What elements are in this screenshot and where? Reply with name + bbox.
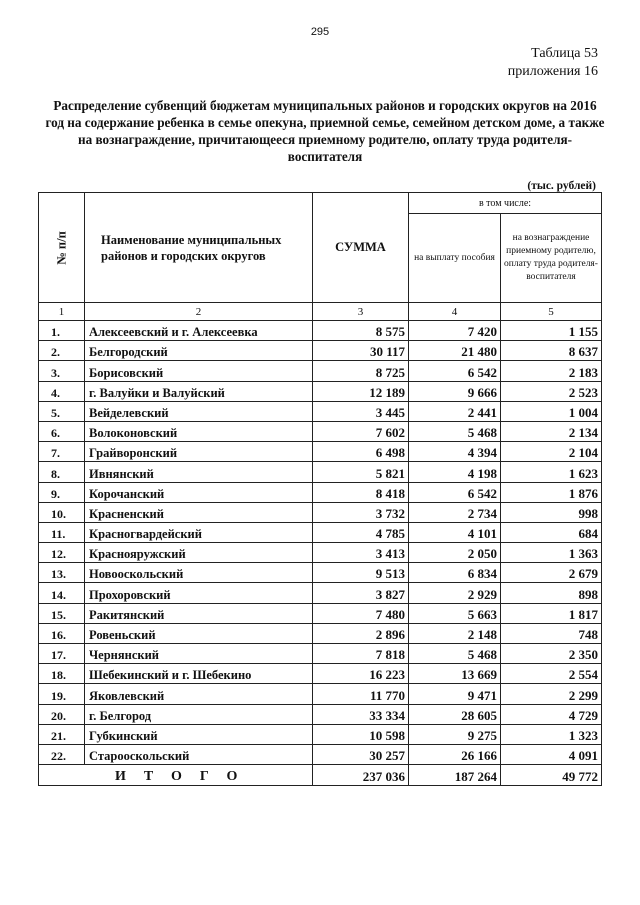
row-name: Алексеевский и г. Алексеевка — [85, 321, 313, 341]
row-index: 11. — [39, 522, 85, 542]
row-name: Корочанский — [85, 482, 313, 502]
row-index: 4. — [39, 381, 85, 401]
page-number: 295 — [310, 26, 330, 38]
table-row — [39, 543, 602, 563]
row-sum: 8 725 — [313, 361, 409, 381]
row-reward: 2 134 — [501, 421, 602, 441]
row-name: Новооскольский — [85, 563, 313, 583]
row-reward: 1 323 — [501, 724, 602, 744]
row-name: Белгородский — [85, 341, 313, 361]
row-reward: 8 637 — [501, 341, 602, 361]
row-benefit: 9 666 — [409, 381, 501, 401]
row-index: 18. — [39, 664, 85, 684]
row-index: 9. — [39, 482, 85, 502]
row-sum: 3 827 — [313, 583, 409, 603]
row-sum: 4 785 — [313, 522, 409, 542]
table-row — [39, 321, 602, 341]
row-index: 20. — [39, 704, 85, 724]
table-reference — [508, 45, 598, 81]
table-row — [39, 623, 602, 643]
row-sum: 10 598 — [313, 724, 409, 744]
row-sum: 33 334 — [313, 704, 409, 724]
table-reference-appendix: приложения 16 — [507, 64, 598, 79]
row-sum: 30 117 — [313, 341, 409, 361]
row-index: 19. — [39, 684, 85, 704]
row-reward: 684 — [501, 522, 602, 542]
table-row — [39, 583, 602, 603]
row-index: 14. — [39, 583, 85, 603]
row-index: 17. — [39, 644, 85, 664]
row-name: Старооскольский — [85, 744, 313, 764]
row-reward: 748 — [501, 623, 602, 643]
row-benefit: 5 468 — [409, 421, 501, 441]
row-reward: 2 104 — [501, 442, 602, 462]
row-sum: 8 575 — [313, 321, 409, 341]
row-benefit: 2 148 — [409, 623, 501, 643]
row-sum: 12 189 — [313, 381, 409, 401]
row-reward: 2 554 — [501, 664, 602, 684]
row-reward: 2 299 — [501, 684, 602, 704]
row-sum: 8 418 — [313, 482, 409, 502]
column-number: 5 — [501, 303, 602, 321]
table-row — [39, 724, 602, 744]
row-name: г. Валуйки и Валуйский — [85, 381, 313, 401]
table-row — [39, 603, 602, 623]
row-name: Грайворонский — [85, 442, 313, 462]
row-name: Вейделевский — [85, 401, 313, 421]
document-title: Распределение субвенций бюджетам муниципальных районов и городских округов на 2016 год на содержание ребенка в семье опекуна, приемной семье, семейном детском доме, а также на вознаграждение, причитающееся приемному родителю, оплату труда родителя-воспитателя — [45, 98, 605, 164]
total-label: ИТОГО — [39, 765, 313, 786]
table-row — [39, 644, 602, 664]
header-reward: на вознаграждение приемному родителю, оплату труда родителя-воспитателя — [501, 214, 602, 303]
row-reward: 4 091 — [501, 744, 602, 764]
row-reward: 1 817 — [501, 603, 602, 623]
row-reward: 2 350 — [501, 644, 602, 664]
row-name: Шебекинский и г. Шебекино — [85, 664, 313, 684]
row-name: Борисовский — [85, 361, 313, 381]
row-benefit: 5 663 — [409, 603, 501, 623]
row-reward: 2 523 — [501, 381, 602, 401]
row-name: Красненский — [85, 502, 313, 522]
table-row — [39, 482, 602, 502]
row-reward: 1 623 — [501, 462, 602, 482]
row-sum: 7 480 — [313, 603, 409, 623]
units-label: (тыс. рублей) — [527, 180, 596, 192]
row-index: 16. — [39, 623, 85, 643]
row-benefit: 2 734 — [409, 502, 501, 522]
row-benefit: 6 542 — [409, 361, 501, 381]
row-index: 6. — [39, 421, 85, 441]
row-sum: 3 413 — [313, 543, 409, 563]
row-sum: 7 818 — [313, 644, 409, 664]
row-name: Ракитянский — [85, 603, 313, 623]
header-including: в том числе: — [409, 193, 602, 214]
total-benefit: 187 264 — [409, 765, 501, 786]
header-index-label: № п/п — [54, 230, 68, 265]
row-benefit: 21 480 — [409, 341, 501, 361]
row-name: Яковлевский — [85, 684, 313, 704]
column-number: 1 — [39, 303, 85, 321]
row-name: Краснояружский — [85, 543, 313, 563]
table-row — [39, 421, 602, 441]
row-benefit: 6 542 — [409, 482, 501, 502]
table-row — [39, 361, 602, 381]
row-name: г. Белгород — [85, 704, 313, 724]
table-row — [39, 684, 602, 704]
row-reward: 1 363 — [501, 543, 602, 563]
row-sum: 3 445 — [313, 401, 409, 421]
row-reward: 998 — [501, 502, 602, 522]
total-sum: 237 036 — [313, 765, 409, 786]
row-name: Губкинский — [85, 724, 313, 744]
row-index: 15. — [39, 603, 85, 623]
row-sum: 9 513 — [313, 563, 409, 583]
row-benefit: 7 420 — [409, 321, 501, 341]
row-benefit: 4 198 — [409, 462, 501, 482]
row-benefit: 2 929 — [409, 583, 501, 603]
row-benefit: 28 605 — [409, 704, 501, 724]
row-reward: 4 729 — [501, 704, 602, 724]
row-benefit: 4 101 — [409, 522, 501, 542]
header-row — [39, 193, 602, 214]
header-index — [39, 193, 85, 303]
row-benefit: 9 471 — [409, 684, 501, 704]
table-row — [39, 704, 602, 724]
table-reference-number: Таблица 53 — [531, 46, 598, 61]
row-benefit: 5 468 — [409, 644, 501, 664]
table-row — [39, 522, 602, 542]
column-number: 2 — [85, 303, 313, 321]
row-reward: 2 679 — [501, 563, 602, 583]
row-index: 10. — [39, 502, 85, 522]
row-sum: 7 602 — [313, 421, 409, 441]
table-row — [39, 502, 602, 522]
row-benefit: 13 669 — [409, 664, 501, 684]
row-reward: 2 183 — [501, 361, 602, 381]
row-benefit: 2 050 — [409, 543, 501, 563]
header-name: Наименование муниципальных районов и городских округов — [85, 193, 313, 303]
row-name: Волоконовский — [85, 421, 313, 441]
table-row — [39, 401, 602, 421]
row-benefit: 6 834 — [409, 563, 501, 583]
row-benefit: 2 441 — [409, 401, 501, 421]
row-reward: 1 155 — [501, 321, 602, 341]
row-benefit: 9 275 — [409, 724, 501, 744]
column-number: 3 — [313, 303, 409, 321]
subsidy-table — [38, 192, 602, 786]
row-index: 5. — [39, 401, 85, 421]
row-sum: 30 257 — [313, 744, 409, 764]
row-reward: 1 004 — [501, 401, 602, 421]
table-row — [39, 341, 602, 361]
row-benefit: 4 394 — [409, 442, 501, 462]
row-reward: 1 876 — [501, 482, 602, 502]
row-name: Чернянский — [85, 644, 313, 664]
row-name: Прохоровский — [85, 583, 313, 603]
header-sum: СУММА — [313, 193, 409, 303]
row-index: 1. — [39, 321, 85, 341]
row-index: 12. — [39, 543, 85, 563]
row-benefit: 26 166 — [409, 744, 501, 764]
column-number: 4 — [409, 303, 501, 321]
row-name: Красногвардейский — [85, 522, 313, 542]
table-row — [39, 664, 602, 684]
row-sum: 11 770 — [313, 684, 409, 704]
row-name: Ивнянский — [85, 462, 313, 482]
table-row — [39, 381, 602, 401]
table-row — [39, 462, 602, 482]
header-benefit: на выплату пособия — [409, 214, 501, 303]
row-index: 22. — [39, 744, 85, 764]
row-sum: 3 732 — [313, 502, 409, 522]
table-row — [39, 744, 602, 764]
row-sum: 6 498 — [313, 442, 409, 462]
row-sum: 2 896 — [313, 623, 409, 643]
column-number-row — [39, 303, 602, 321]
row-index: 8. — [39, 462, 85, 482]
row-index: 7. — [39, 442, 85, 462]
row-index: 2. — [39, 341, 85, 361]
table-row — [39, 442, 602, 462]
total-reward: 49 772 — [501, 765, 602, 786]
row-reward: 898 — [501, 583, 602, 603]
row-name: Ровеньский — [85, 623, 313, 643]
row-sum: 5 821 — [313, 462, 409, 482]
row-sum: 16 223 — [313, 664, 409, 684]
row-index: 13. — [39, 563, 85, 583]
total-row — [39, 765, 602, 786]
row-index: 3. — [39, 361, 85, 381]
table-row — [39, 563, 602, 583]
row-index: 21. — [39, 724, 85, 744]
